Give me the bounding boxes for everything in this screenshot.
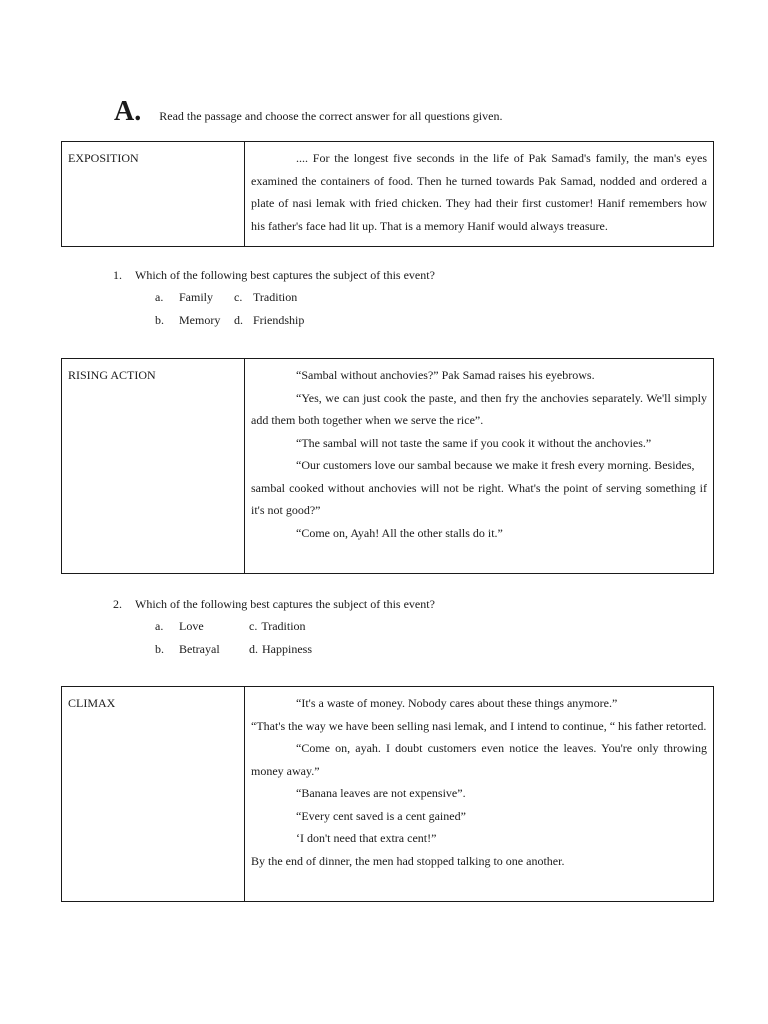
option-letter: b. (155, 642, 164, 656)
rising-action-table (61, 358, 714, 574)
option-letter: c. (234, 290, 243, 304)
option-row (155, 615, 435, 638)
option-a[interactable] (155, 286, 234, 309)
passage-paragraph: .... For the longest five seconds in the life of Pak Samad's family, the man's eyes examined the containers of food. Then he turned towards Pak Samad, nodded and ordered a plate of nasi lemak with fried chicken. They had their first customer! Hanif remembers how his father's face had lit up. That is a memory Hanif would always treasure. (251, 151, 707, 233)
option-letter: a. (155, 619, 164, 633)
option-text: Memory (179, 313, 221, 327)
table-row (62, 142, 714, 247)
question-1 (113, 264, 435, 332)
passage-paragraph: By the end of dinner, the men had stopped talking to one another. (251, 853, 565, 868)
question-line (113, 264, 435, 286)
passage-paragraph: sambal cooked without anchovies will not be right. What's the point of serving something if it's not good?” (251, 480, 707, 517)
option-text: Happiness (262, 642, 312, 656)
question-text: Which of the following best captures the subject of this event? (135, 597, 435, 611)
rising-action-label: RISING ACTION (62, 359, 245, 574)
passage-paragraph: “Banana leaves are not expensive”. (296, 786, 466, 800)
option-text: Tradition (261, 619, 306, 633)
rising-action-passage (245, 359, 714, 574)
question-text: Which of the following best captures the subject of this event? (135, 268, 435, 282)
passage-paragraph: “Come on, ayah. I doubt customers even notice the leaves. You're only throwing money away.” (251, 741, 707, 778)
passage-paragraph: “That's the way we have been selling nasi lemak, and I intend to continue, “ his father retorted. (251, 718, 707, 733)
option-b[interactable] (155, 309, 234, 332)
passage-paragraph: “Our customers love our sambal because we make it fresh every morning. Besides, (296, 458, 695, 472)
option-text: Betrayal (179, 642, 220, 656)
option-d[interactable] (234, 309, 304, 332)
option-text: Tradition (253, 290, 298, 304)
exposition-table (61, 141, 714, 247)
option-letter: d. (234, 313, 243, 327)
option-d[interactable] (249, 638, 312, 661)
question-line (113, 593, 435, 615)
option-letter: c. (249, 619, 258, 633)
option-c[interactable] (249, 615, 306, 638)
passage-paragraph: “It's a waste of money. Nobody cares about these things anymore.” (296, 696, 618, 710)
section-header (114, 96, 502, 128)
question-number: 1. (113, 268, 122, 282)
passage-paragraph: “Yes, we can just cook the paste, and then fry the anchovies separately. We'll simply add them both together when we serve the rice”. (251, 390, 707, 427)
option-letter: a. (155, 290, 164, 304)
option-row (155, 286, 435, 309)
option-text: Love (179, 619, 204, 633)
question-options (155, 615, 435, 661)
option-a[interactable] (155, 615, 249, 638)
option-b[interactable] (155, 638, 249, 661)
question-number: 2. (113, 597, 122, 611)
option-row (155, 309, 435, 332)
passage-paragraph: “Every cent saved is a cent gained” (296, 808, 466, 823)
section-letter: A. (114, 96, 142, 127)
option-letter: b. (155, 313, 164, 327)
table-row (62, 359, 714, 574)
climax-label: CLIMAX (62, 687, 245, 902)
passage-paragraph: “Sambal without anchovies?” Pak Samad raises his eyebrows. (296, 368, 595, 382)
exposition-passage (245, 142, 714, 247)
exposition-label: EXPOSITION (62, 142, 245, 247)
climax-passage (245, 687, 714, 902)
climax-table (61, 686, 714, 902)
passage-paragraph: ‘I don't need that extra cent!” (296, 831, 437, 845)
option-row (155, 638, 435, 661)
section-instruction: Read the passage and choose the correct answer for all questions given. (159, 109, 503, 123)
option-letter: d. (249, 642, 258, 656)
option-text: Family (179, 290, 214, 304)
passage-paragraph: “Come on, Ayah! All the other stalls do it.” (296, 525, 503, 540)
option-c[interactable] (234, 286, 297, 309)
question-2 (113, 593, 435, 661)
table-row (62, 687, 714, 902)
option-text: Friendship (253, 313, 305, 327)
passage-paragraph: “The sambal will not taste the same if you cook it without the anchovies.” (296, 435, 652, 450)
question-options (155, 286, 435, 332)
